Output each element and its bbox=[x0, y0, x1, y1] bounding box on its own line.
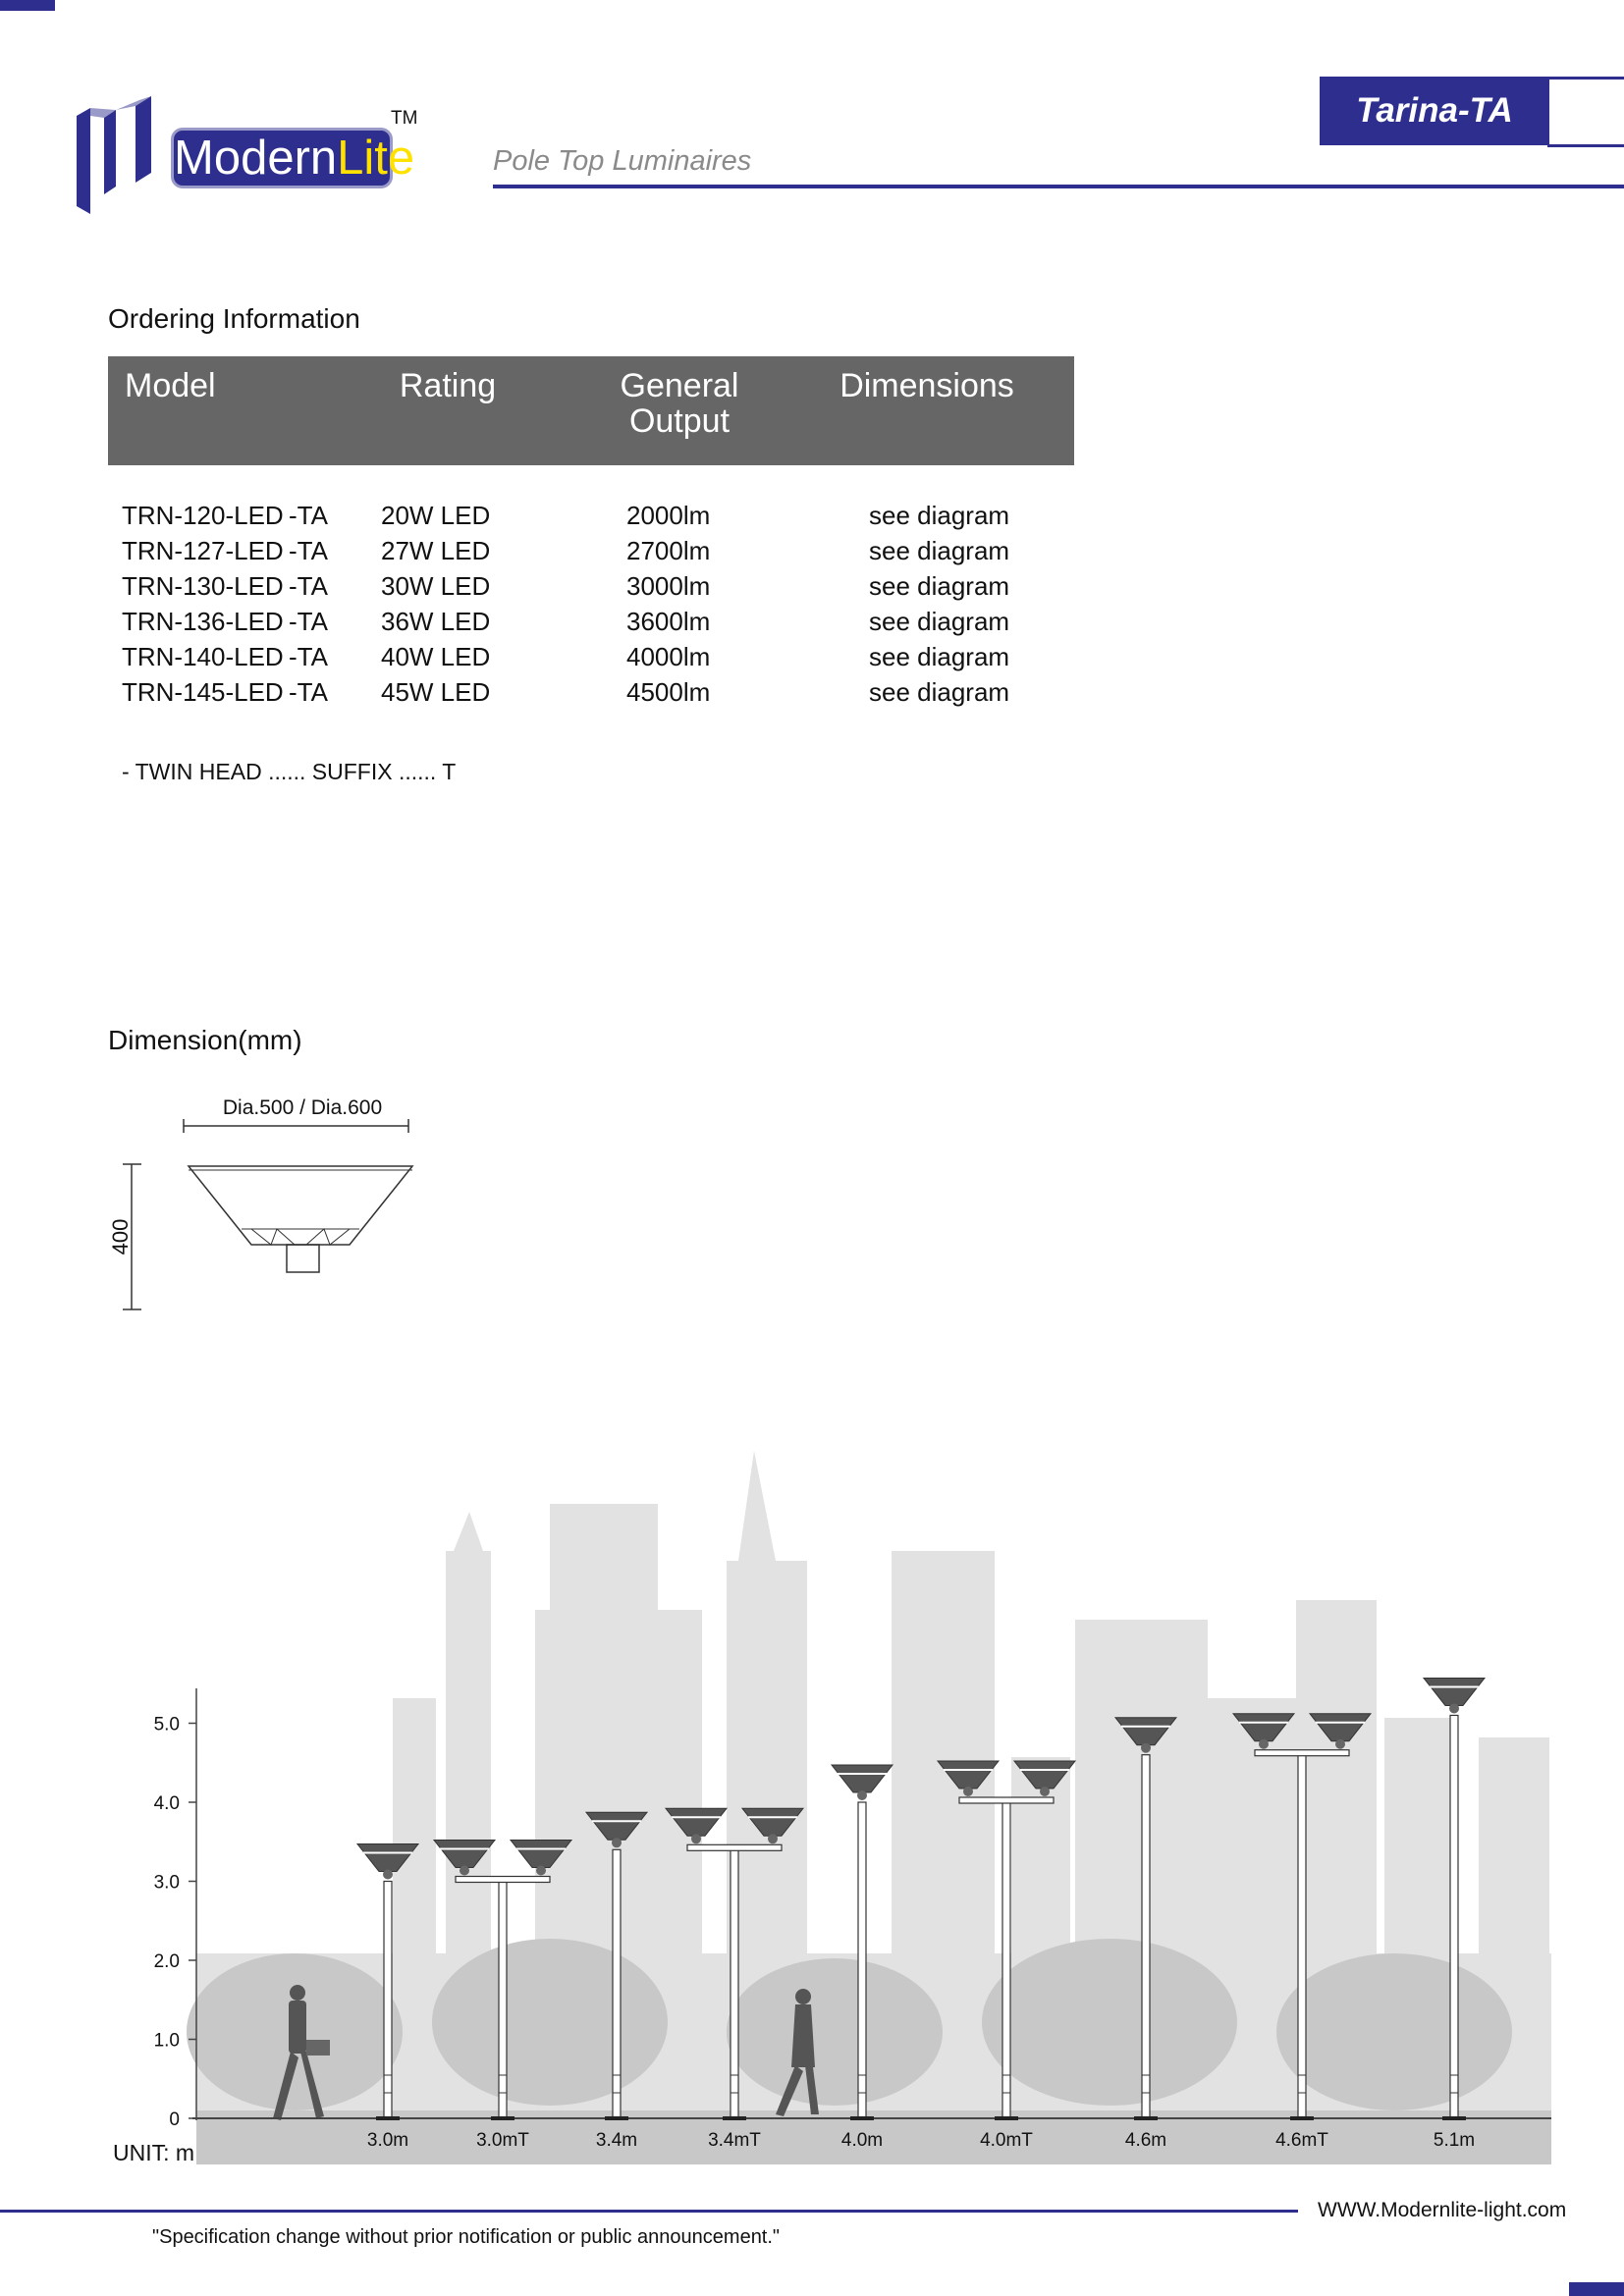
footer-rule bbox=[0, 2210, 1298, 2213]
column-header-output: General Output bbox=[620, 367, 739, 440]
model-cell: TRN-127-LED bbox=[122, 536, 284, 565]
dimensions-cell: see diagram bbox=[869, 501, 1010, 530]
y-tick-label: 5.0 bbox=[153, 1714, 180, 1735]
rating-cell: 30W LED bbox=[381, 571, 491, 601]
luminaire-head bbox=[1424, 1678, 1485, 1705]
model-suffix-cell: -TA bbox=[289, 607, 328, 636]
model-suffix-cell: -TA bbox=[289, 536, 328, 565]
output-cell: 3000lm bbox=[626, 571, 711, 601]
rating-cell: 20W LED bbox=[381, 501, 491, 530]
pole-shaft bbox=[1142, 1755, 1150, 2118]
pole-shaft bbox=[858, 1802, 866, 2118]
column-header-dimensions: Dimensions bbox=[839, 367, 1014, 404]
brand-logo bbox=[171, 128, 415, 188]
ordering-title: Ordering Information bbox=[108, 303, 360, 334]
disclaimer-text: "Specification change without prior notification or public announcement." bbox=[152, 2226, 781, 2248]
output-cell: 3600lm bbox=[626, 607, 711, 636]
pole-shaft bbox=[731, 1849, 738, 2118]
model-cell: TRN-120-LED bbox=[122, 501, 284, 530]
unit-label: UNIT: m bbox=[113, 2140, 195, 2165]
dimensions-cell: see diagram bbox=[869, 677, 1010, 707]
y-tick-label: 3.0 bbox=[153, 1872, 180, 1894]
model-cell: TRN-136-LED bbox=[122, 607, 284, 636]
height-label: 400 bbox=[108, 1218, 133, 1255]
model-cell: TRN-140-LED bbox=[122, 642, 284, 671]
product-tag: Tarina-TA bbox=[1320, 77, 1549, 145]
luminaire-dimension-diagram bbox=[98, 1080, 432, 1325]
pole-shaft bbox=[1298, 1755, 1306, 2118]
logo-prefix: Modern bbox=[174, 132, 338, 185]
dimension-title: Dimension(mm) bbox=[108, 1025, 302, 1055]
model-suffix-cell: -TA bbox=[289, 677, 328, 707]
corner-accent-bottom bbox=[1569, 2282, 1624, 2296]
dimensions-cell: see diagram bbox=[869, 607, 1010, 636]
dimensions-cell: see diagram bbox=[869, 642, 1010, 671]
pole-height-chart bbox=[0, 1443, 1624, 2169]
y-tick-label: 1.0 bbox=[153, 2030, 180, 2052]
rating-cell: 45W LED bbox=[381, 677, 491, 707]
y-tick-label: 4.0 bbox=[153, 1793, 180, 1814]
table-row bbox=[108, 533, 1074, 568]
twin-head-note: - TWIN HEAD ...... SUFFIX ...... T bbox=[122, 759, 457, 784]
rating-cell: 36W LED bbox=[381, 607, 491, 636]
pole-label: 5.1m bbox=[1433, 2130, 1476, 2151]
page-subtitle: Pole Top Luminaires bbox=[493, 145, 752, 177]
model-suffix-cell: -TA bbox=[289, 642, 328, 671]
logo-mark-icon bbox=[77, 96, 157, 214]
model-cell: TRN-145-LED bbox=[122, 677, 284, 707]
twin-arm bbox=[1255, 1750, 1349, 1756]
dimensions-cell: see diagram bbox=[869, 571, 1010, 601]
pole-shaft bbox=[384, 1882, 392, 2119]
model-cell: TRN-130-LED bbox=[122, 571, 284, 601]
model-suffix-cell: -TA bbox=[289, 571, 328, 601]
pole-label: 4.6mT bbox=[1275, 2130, 1328, 2151]
table-row bbox=[108, 639, 1074, 674]
trademark-mark: TM bbox=[391, 108, 418, 129]
product-tag-extension bbox=[1547, 77, 1624, 147]
pole-label: 3.4m bbox=[595, 2130, 638, 2151]
pole-label: 4.0m bbox=[840, 2130, 884, 2151]
pole-label: 4.6m bbox=[1124, 2130, 1167, 2151]
pole-label: 3.0mT bbox=[476, 2130, 529, 2151]
corner-accent-top bbox=[0, 0, 55, 11]
pole-label: 3.0m bbox=[366, 2130, 409, 2151]
column-header-model: Model bbox=[125, 367, 216, 404]
website-text: WWW.Modernlite-light.com bbox=[1318, 2199, 1567, 2221]
table-row bbox=[108, 604, 1074, 639]
table-row bbox=[108, 498, 1074, 533]
output-cell: 2000lm bbox=[626, 501, 711, 530]
header-rule bbox=[493, 185, 1624, 188]
output-cell: 2700lm bbox=[626, 536, 711, 565]
rating-cell: 40W LED bbox=[381, 642, 491, 671]
y-tick-label: 0 bbox=[169, 2109, 180, 2130]
column-header-rating: Rating bbox=[399, 367, 497, 404]
pole-shaft bbox=[1002, 1802, 1010, 2118]
twin-arm bbox=[456, 1877, 550, 1883]
output-cell: 4500lm bbox=[626, 677, 711, 707]
twin-arm bbox=[687, 1844, 782, 1850]
model-suffix-cell: -TA bbox=[289, 501, 328, 530]
pole-shaft bbox=[1450, 1715, 1458, 2118]
luminaire-head bbox=[832, 1765, 893, 1792]
dimensions-cell: see diagram bbox=[869, 536, 1010, 565]
pole-shaft bbox=[613, 1849, 621, 2118]
output-cell: 4000lm bbox=[626, 642, 711, 671]
rating-cell: 27W LED bbox=[381, 536, 491, 565]
table-row bbox=[108, 674, 1074, 710]
y-tick-label: 2.0 bbox=[153, 1951, 180, 1972]
pole-label: 4.0mT bbox=[980, 2130, 1033, 2151]
logo-suffix: Lite bbox=[337, 132, 415, 185]
diameter-label: Dia.500 / Dia.600 bbox=[222, 1096, 383, 1119]
pole-label: 3.4mT bbox=[708, 2130, 761, 2151]
table-row bbox=[108, 568, 1074, 604]
y-axis bbox=[154, 1715, 196, 2131]
table-header bbox=[108, 356, 1074, 465]
twin-arm bbox=[959, 1797, 1054, 1803]
pole-shaft bbox=[499, 1882, 507, 2119]
